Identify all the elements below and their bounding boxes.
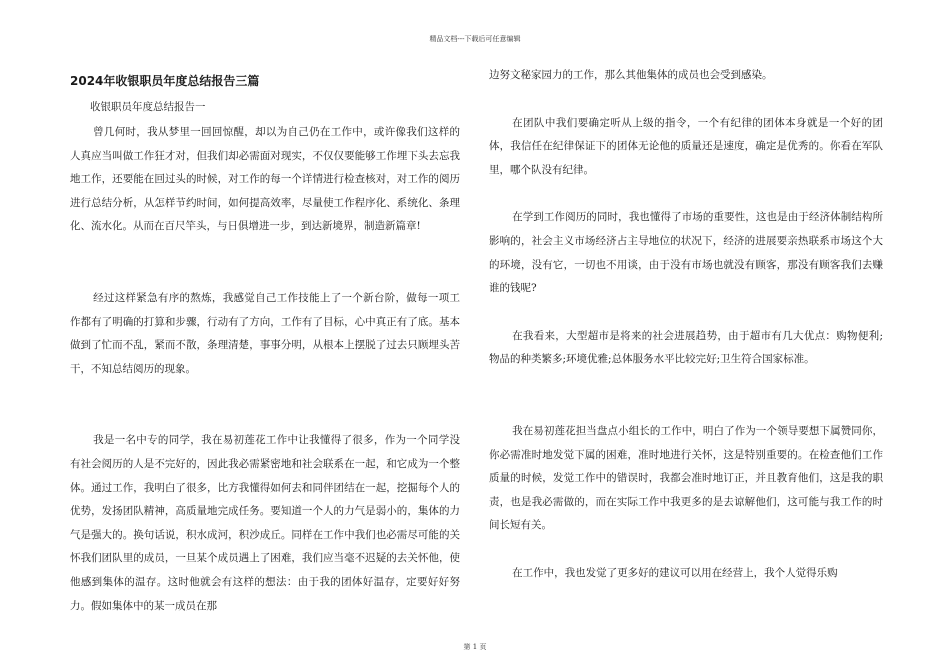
paragraph: 我在易初莲花担当盘点小组长的工作中，明白了作为一个领导要想下属赞同你，你必需准时地发觉下属的困难，准时地进行关怀，这是特别重要的。在检查他们工作质量的时候，发觉工作中的错误时，我都会准时地订正，并且教育他们，这是我的职责，也是我必需做的，而在实际工作中我更多的是去谅解他们，这可能与我工作的时间长短有关。 <box>489 424 883 532</box>
document-title: 2024年收银职员年度总结报告三篇 <box>70 74 260 88</box>
paragraph: 在我看来，大型超市是将来的社会进展趋势，由于超市有几大优点：购物便利;物品的种类繁多;环境优雅;总体服务水平比较完好;卫生符合国家标准。 <box>489 329 883 366</box>
document-subtitle: 收银职员年度总结报告一 <box>90 101 206 113</box>
paragraph: 我是一名中专的同学，我在易初莲花工作中让我懂得了很多，作为一个同学没有社会阅历的人是不完好的，因此我必需紧密地和社会联系在一起，和它成为一个整体。通过工作，我明白了很多，比方我懂得如何去和同伴团结在一起，挖掘每个人的优势，发扬团队精神，高质量地完成任务。要知道一个人的力气是弱小的，集体的力气是强大的。换句话说，积水成河，积沙成丘。同样在工作中我们也必需尽可能的关怀我们团队里的成员，一旦某个成员遇上了困难，我们应当毫不迟疑的去关怀他，使他感到集体的温存。这时他就会有这样的想法：由于我的团体好温存，定要好好努力。假如集体中的某一成员在那 <box>70 434 460 612</box>
right-column <box>489 60 883 586</box>
paragraph: 在工作中，我也发觉了更多好的建议可以用在经营上，我个人觉得乐购 <box>512 566 838 579</box>
paragraph: 在学到工作阅历的同时，我也懂得了市场的重要性，这也是由于经济体制结构所影响的，社会主义市场经济占主导地位的状况下，经济的进展要亲热联系市场这个大的环境，没有它，一切也不用谈，由于没有市场也就没有顾客，那没有顾客我们去赚谁的钱呢? <box>489 211 883 295</box>
paragraph: 经过这样紧急有序的熬炼，我感觉自己工作技能上了一个新台阶，做每一项工作都有了明确的打算和步骤，行动有了方向，工作有了目标，心中真正有了底。基本做到了忙而不乱，紧而不散，条理清楚，事事分明，从根本上摆脱了过去只顾埋头苦干，不知总结阅历的现象。 <box>70 291 460 375</box>
paragraph: 曾几何时，我从梦里一回回惊醒，却以为自己仍在工作中，或许像我们这样的人真应当叫做工作狂才对，但我们却必需面对现实，不仅仅要能够工作埋下头去忘我地工作，还要能在回过头的时候，对工作的每一个详情进行检查核对，对工作的阅历进行总结分析，从怎样节约时间，如何提高效率，尽量使工作程序化、系统化、条理化、流水化。从而在百尺竿头，与日俱增进一步，到达新境界，制造新篇章! <box>70 126 460 233</box>
paragraph: 边努文秘家园力的工作，那么其他集体的成员也会受到感染。 <box>489 69 773 81</box>
page-header: 精品文档---下载后可任意编辑 <box>429 35 521 43</box>
page-footer: 第 1 页 <box>463 643 487 651</box>
left-column <box>70 60 460 618</box>
paragraph: 在团队中我们要确定听从上级的指令，一个有纪律的团体本身就是一个好的团体，我信任在纪律保证下的团体无论他的质量还是速度，确定是优秀的。你看在军队里，哪个队没有纪律。 <box>489 116 883 176</box>
